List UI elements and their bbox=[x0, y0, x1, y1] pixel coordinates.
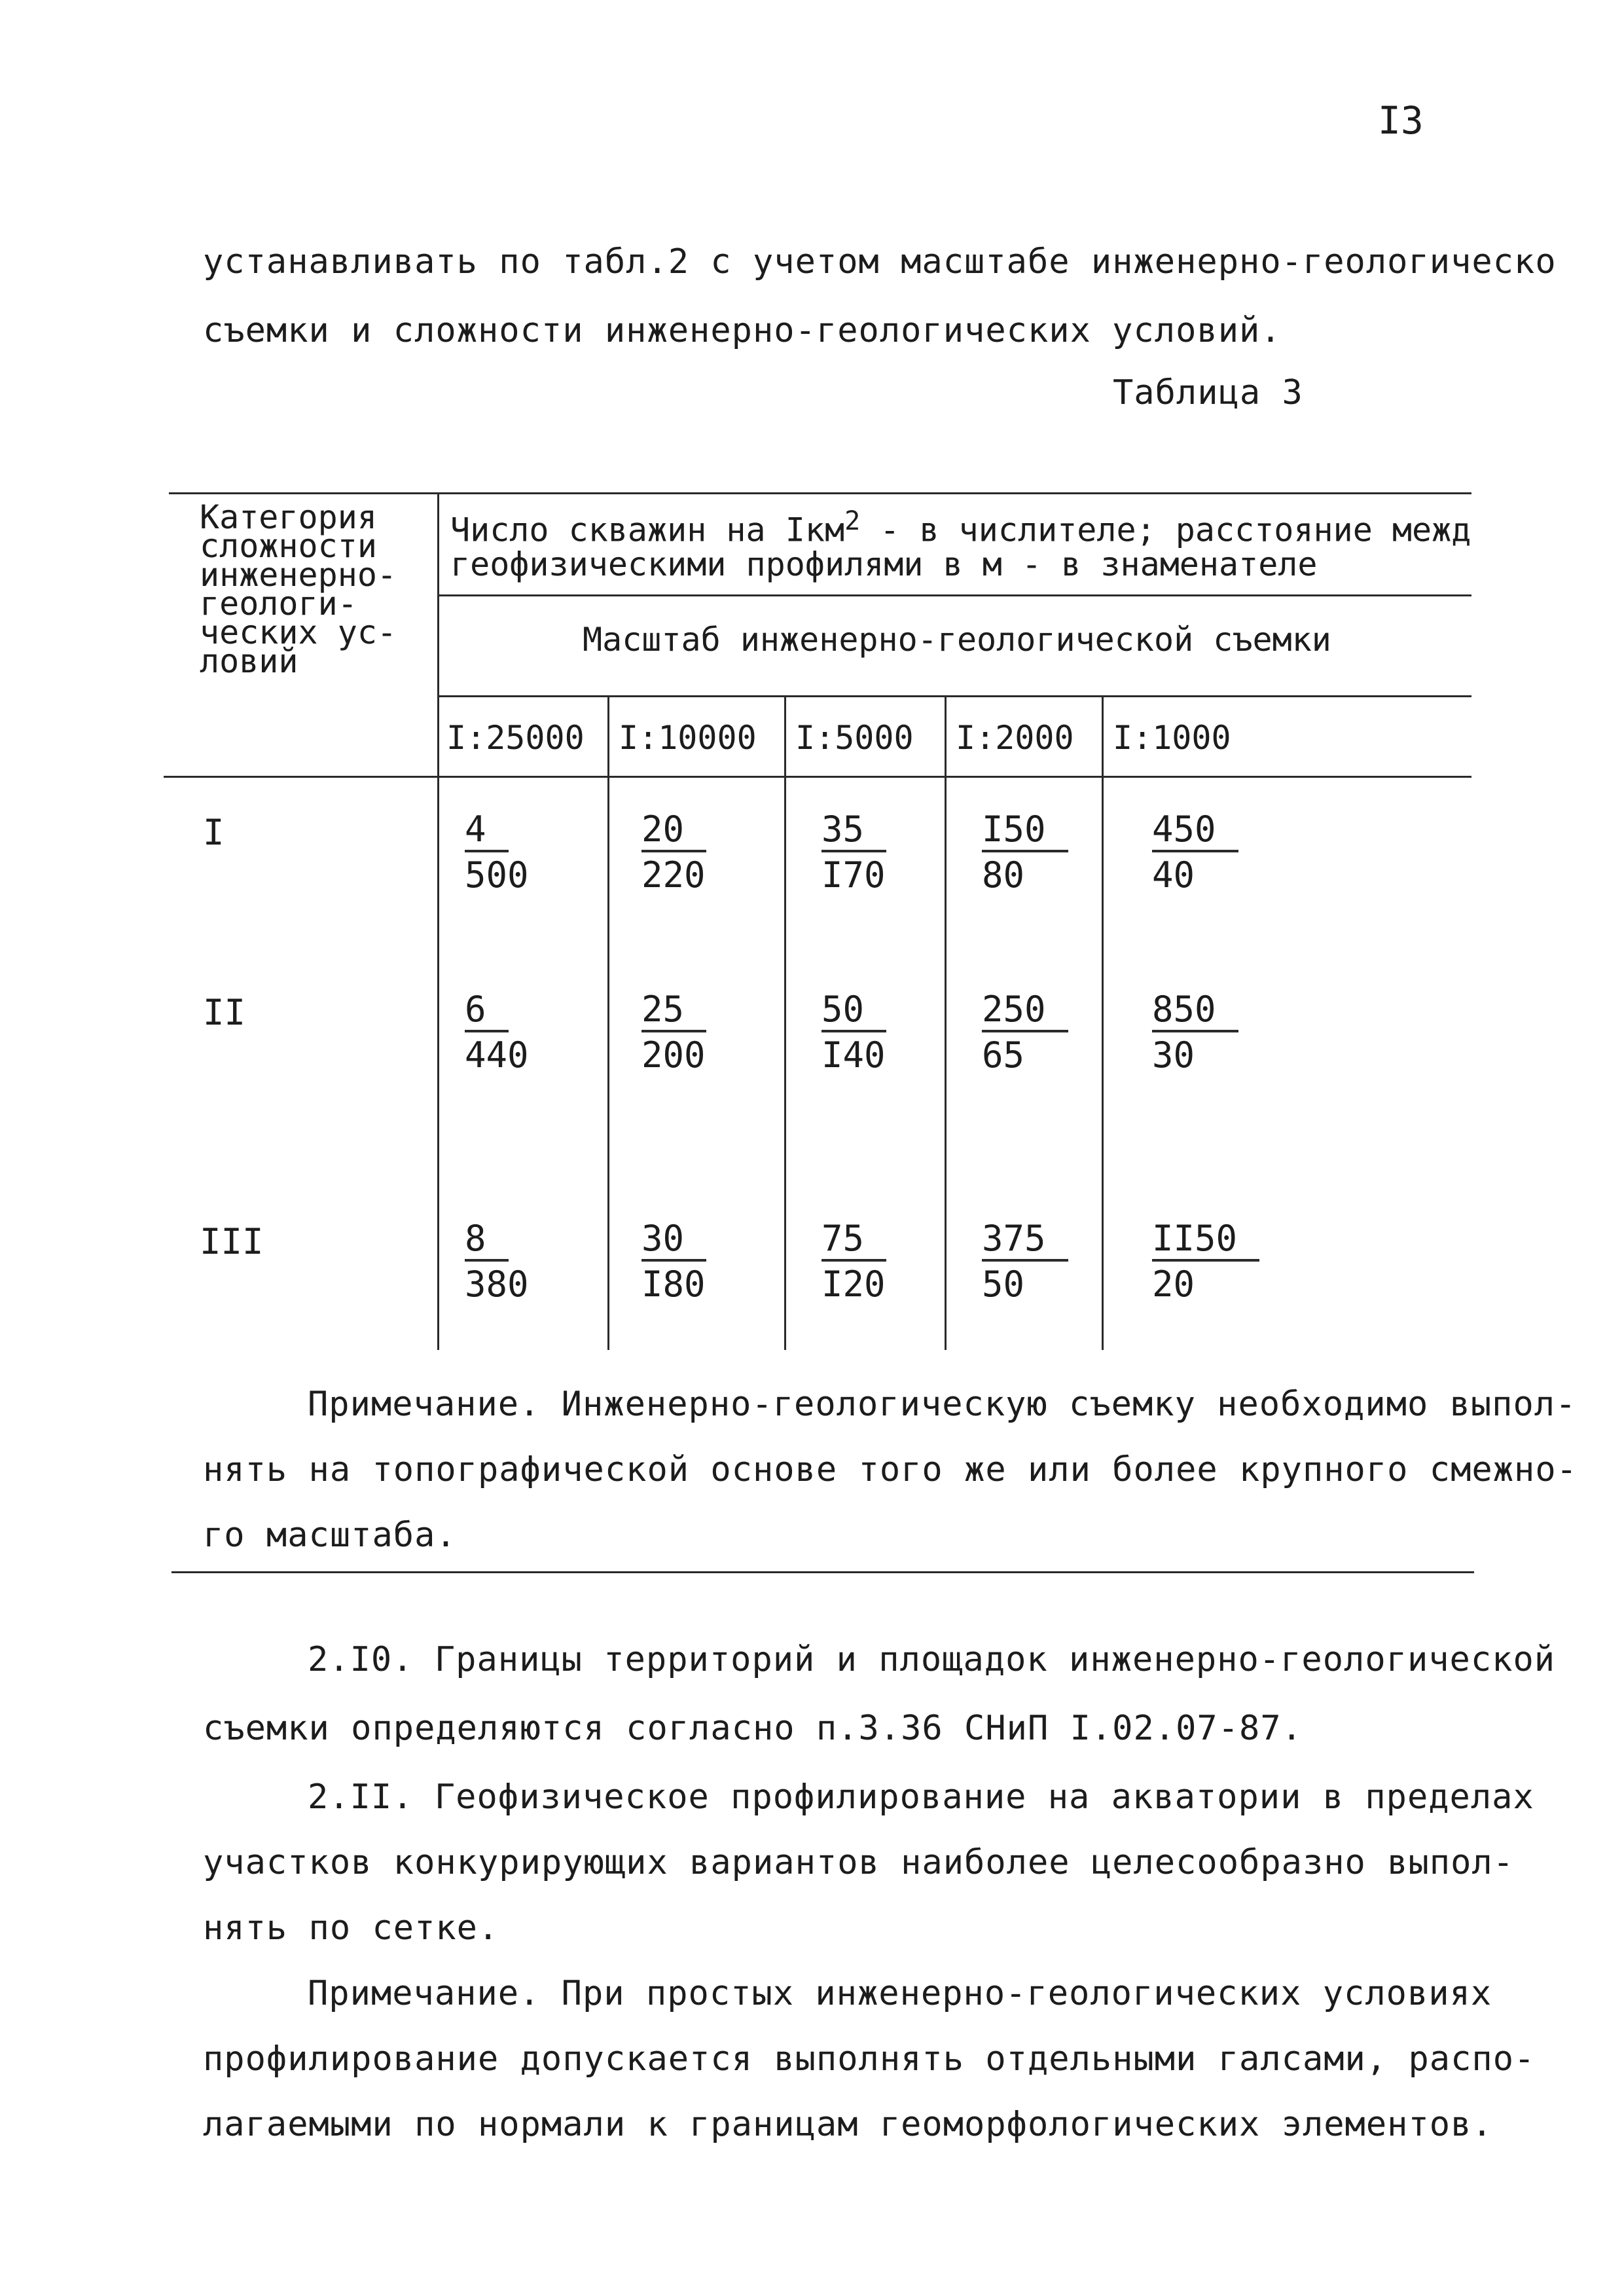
cell-numerator: 6 bbox=[465, 989, 509, 1032]
table-scales-rule bbox=[439, 695, 1471, 697]
scale-label: I:2000 bbox=[956, 719, 1074, 757]
scale-label: I:1000 bbox=[1113, 719, 1231, 757]
table-cell bbox=[1152, 989, 1238, 1078]
table-scale-rule bbox=[439, 594, 1471, 596]
table-top-rule bbox=[169, 492, 1471, 494]
intro-line-2: съемки и сложности инженерно-геологических условий. bbox=[203, 311, 1282, 350]
table-cell bbox=[641, 989, 706, 1078]
cell-numerator: I50 bbox=[982, 809, 1068, 852]
cell-numerator: 30 bbox=[641, 1218, 706, 1262]
note2-line-1: Примечание. При простых инженерно-геологических условиях bbox=[308, 1974, 1492, 2013]
table-cell bbox=[982, 1218, 1068, 1307]
cell-denominator: 80 bbox=[982, 854, 1025, 896]
note1-line-1: Примечание. Инженерно-геологическую съемку необходимо выпол- bbox=[308, 1385, 1577, 1424]
row-category: II bbox=[203, 992, 246, 1033]
para-2-10-line-1: 2.I0. Границы территорий и площадок инженерно-геологической bbox=[308, 1640, 1556, 1679]
note1-line-3: го масштаба. bbox=[203, 1516, 457, 1555]
cell-numerator: 850 bbox=[1152, 989, 1238, 1032]
cell-numerator: 8 bbox=[465, 1218, 509, 1262]
para-2-11-line-3: нять по сетке. bbox=[203, 1908, 499, 1948]
cell-numerator: 4 bbox=[465, 809, 509, 852]
cell-denominator: 440 bbox=[465, 1034, 529, 1076]
table-col-divider-1 bbox=[607, 695, 609, 1350]
cell-denominator: 65 bbox=[982, 1034, 1025, 1076]
table-col-divider-4 bbox=[1102, 695, 1104, 1350]
table-cell bbox=[1152, 809, 1238, 898]
table-col-divider-category bbox=[437, 492, 439, 1350]
cell-denominator: 30 bbox=[1152, 1034, 1195, 1076]
para-2-11-line-2: участков конкурирующих вариантов наиболее целесообразно выпол- bbox=[203, 1843, 1515, 1882]
scale-header: Масштаб инженерно-геологической съемки bbox=[583, 621, 1331, 659]
table-col-divider-3 bbox=[945, 695, 947, 1350]
quantity-header-line-1a: Число скважин на Iкм bbox=[450, 511, 845, 549]
table-cell bbox=[641, 1218, 706, 1307]
quantity-header-line-1b: - в числителе; расстояние межд bbox=[860, 511, 1471, 549]
page-number: I3 bbox=[1378, 98, 1424, 143]
quantity-header-line-2: геофизическими профилями в м - в знаменателе bbox=[450, 545, 1318, 583]
category-header-line: ловий bbox=[200, 642, 298, 680]
cell-denominator: 200 bbox=[641, 1034, 706, 1076]
table-col-divider-2 bbox=[784, 695, 786, 1350]
intro-line-1: устанавливать по табл.2 с учетом масштабе инженерно-геологическо bbox=[203, 242, 1557, 282]
note2-line-3: лагаемыми по нормали к границам геоморфологических элементов. bbox=[203, 2105, 1493, 2144]
cell-numerator: 50 bbox=[821, 989, 886, 1032]
para-2-10-line-2: съемки определяются согласно п.3.36 СНиП I.02.07-87. bbox=[203, 1709, 1303, 1748]
category-header-line: ческих ус- bbox=[200, 613, 397, 651]
cell-denominator: I70 bbox=[821, 854, 886, 896]
table-cell bbox=[465, 989, 529, 1078]
cell-numerator: 20 bbox=[641, 809, 706, 852]
table-cell bbox=[982, 809, 1068, 898]
cell-numerator: 75 bbox=[821, 1218, 886, 1262]
cell-denominator: I80 bbox=[641, 1264, 706, 1305]
table-cell bbox=[641, 809, 706, 898]
category-header-line: Категория bbox=[200, 498, 377, 536]
section-divider bbox=[171, 1571, 1474, 1573]
cell-denominator: 380 bbox=[465, 1264, 529, 1305]
cell-denominator: 40 bbox=[1152, 854, 1195, 896]
cell-denominator: 220 bbox=[641, 854, 706, 896]
table-cell bbox=[465, 1218, 529, 1307]
quantity-header bbox=[450, 504, 1471, 581]
table-cell bbox=[821, 989, 886, 1078]
cell-numerator: 250 bbox=[982, 989, 1068, 1032]
table-cell bbox=[982, 989, 1068, 1078]
table-caption: Таблица 3 bbox=[1113, 373, 1303, 412]
cell-denominator: 50 bbox=[982, 1264, 1025, 1305]
table-cell bbox=[821, 1218, 886, 1307]
cell-denominator: I20 bbox=[821, 1264, 886, 1305]
cell-numerator: 35 bbox=[821, 809, 886, 852]
table-header-bottom-rule bbox=[164, 776, 1471, 778]
category-header bbox=[200, 498, 397, 680]
table-cell bbox=[465, 809, 529, 898]
category-header-line: геологи- bbox=[200, 585, 357, 623]
cell-numerator: 450 bbox=[1152, 809, 1238, 852]
row-category: III bbox=[200, 1221, 264, 1262]
cell-numerator: 375 bbox=[982, 1218, 1068, 1262]
cell-numerator: 25 bbox=[641, 989, 706, 1032]
row-category: I bbox=[203, 812, 225, 853]
cell-denominator: 500 bbox=[465, 854, 529, 896]
cell-numerator: II50 bbox=[1152, 1218, 1259, 1262]
scale-label: I:25000 bbox=[446, 719, 585, 757]
table-cell bbox=[1152, 1218, 1259, 1307]
quantity-header-superscript: 2 bbox=[844, 506, 861, 536]
scale-label: I:10000 bbox=[619, 719, 757, 757]
category-header-line: сложности bbox=[200, 527, 377, 565]
cell-denominator: 20 bbox=[1152, 1264, 1195, 1305]
table-cell bbox=[821, 809, 886, 898]
note2-line-2: профилирование допускается выполнять отдельными галсами, распо- bbox=[203, 2039, 1536, 2079]
cell-denominator: I40 bbox=[821, 1034, 886, 1076]
para-2-11-line-1: 2.II. Геофизическое профилирование на акватории в пределах bbox=[308, 1777, 1534, 1817]
scale-label: I:5000 bbox=[795, 719, 914, 757]
category-header-line: инженерно- bbox=[200, 556, 397, 594]
note1-line-2: нять на топографической основе того же или более крупного смежно- bbox=[203, 1450, 1578, 1489]
